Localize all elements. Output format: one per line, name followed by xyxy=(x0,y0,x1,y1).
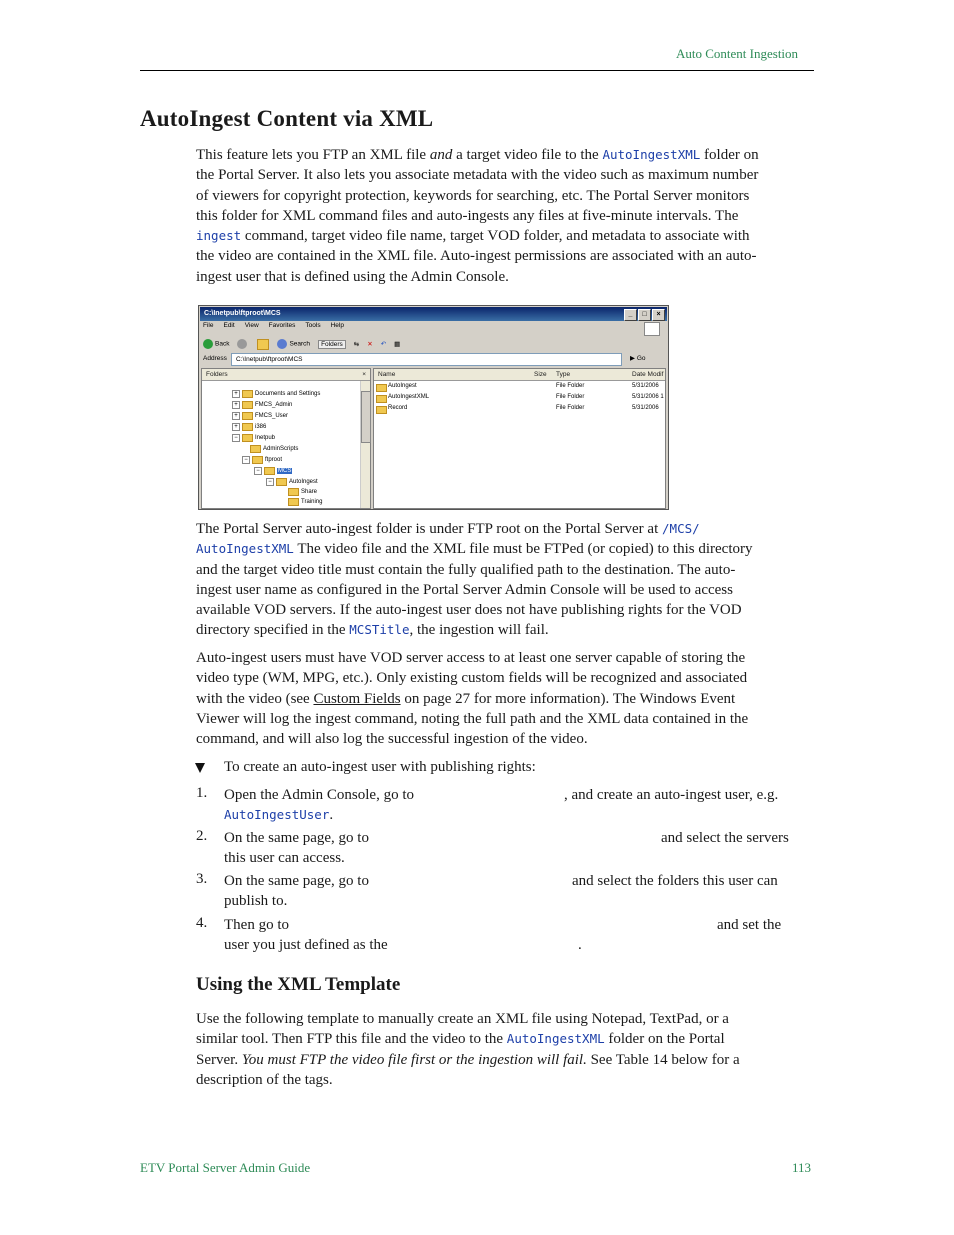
text-line: of viewers for copyright protection, keywords for searching, etc. The Portal Server monitors xyxy=(196,187,750,204)
procedure-title: To create an auto-ingest user with publishing rights: xyxy=(224,759,536,775)
text-line: command, and will also log the successful ingestion of the video. xyxy=(196,731,588,748)
tree-label: Training xyxy=(301,499,323,505)
folders-label: Folders xyxy=(321,340,343,348)
text-line: description of the tags. xyxy=(196,1071,333,1088)
step-number: 2. xyxy=(196,828,208,844)
step-number: 3. xyxy=(196,871,208,887)
footer-title: ETV Portal Server Admin Guide xyxy=(140,1160,311,1175)
file-row[interactable] xyxy=(376,393,665,403)
tree-label: i386 xyxy=(255,424,267,430)
code-folder-name: AutoIngestXML xyxy=(506,1031,605,1047)
italic-warning: You must FTP the video file first or the ingestion will fail. xyxy=(241,1051,587,1068)
step-number: 1. xyxy=(196,785,208,801)
code-path: AutoIngestXML xyxy=(196,541,294,557)
text: The video file and the XML file must be FTPed (or copied) to this directory xyxy=(293,541,753,558)
step-number: 4. xyxy=(196,915,208,931)
tree-item[interactable] xyxy=(232,423,266,431)
back-button[interactable] xyxy=(203,339,229,349)
step-text: On the same page, go to xyxy=(224,873,369,889)
tree-item[interactable] xyxy=(242,456,282,464)
explorer-screenshot xyxy=(198,305,669,510)
step-text: and set the xyxy=(717,917,782,933)
search-label: Search xyxy=(289,340,311,348)
folders-pane xyxy=(201,368,371,509)
step-text: . xyxy=(578,937,582,953)
text-line: Viewer will log the ingest command, noting the full path and the XML data contained in the xyxy=(196,710,749,727)
vod-access-paragraph xyxy=(196,648,816,749)
tree-label: Inetpub xyxy=(255,435,276,441)
tree-label: MCS xyxy=(278,468,292,474)
close-pane-icon[interactable]: × xyxy=(362,371,366,378)
folders-pane-title: Folders xyxy=(206,371,228,378)
header-rule xyxy=(140,70,814,71)
file-row[interactable] xyxy=(376,382,665,392)
ftp-root-paragraph xyxy=(196,519,816,641)
text-line: the Portal Server. It also lets you associate metadata with the video such as maximum number xyxy=(196,167,759,184)
folder-icon xyxy=(242,412,253,420)
file-list-pane xyxy=(373,368,666,509)
search-icon xyxy=(277,339,287,349)
tree-label: FMCS_Admin xyxy=(255,402,293,408)
text: command, target video file name, target VOD folder, and metadata to associate with xyxy=(241,228,750,245)
up-folder-icon[interactable] xyxy=(257,339,269,350)
file-name: AutoIngest xyxy=(388,383,417,389)
folder-icon xyxy=(252,456,263,464)
tree-scrollbar[interactable] xyxy=(360,381,370,508)
text-line: Auto-ingest users must have VOD server access to at least one server capable of storing the xyxy=(196,650,746,666)
tree-label: FMCS_User xyxy=(255,413,289,419)
window-titlebar xyxy=(200,307,667,321)
file-name: Record xyxy=(388,405,408,411)
folder-icon xyxy=(288,488,299,496)
subsection-heading: Using the XML Template xyxy=(196,974,401,995)
text: on page 27 for more information). The Windows Event xyxy=(400,690,736,707)
views-icon[interactable]: ▦ xyxy=(394,341,401,348)
window-title: C:\Inetpub\ftproot\MCS xyxy=(204,310,281,317)
text: a target video file to the xyxy=(452,147,603,163)
move-icon[interactable]: ⇆ xyxy=(353,341,360,348)
file-type: File Folder xyxy=(556,394,585,400)
custom-fields-link[interactable]: Custom Fields xyxy=(313,690,401,707)
address-input[interactable]: C:\Inetpub\ftproot\MCS xyxy=(231,353,622,366)
page-number: 113 xyxy=(792,1160,812,1175)
text: folder on xyxy=(700,147,759,163)
folder-icon xyxy=(242,423,253,431)
code-field: MCSTitle xyxy=(349,622,410,638)
folder-icon xyxy=(264,467,275,475)
folder-icon xyxy=(242,401,253,409)
step-text: and select the folders this user can xyxy=(572,873,778,889)
collapse-icon[interactable]: − xyxy=(232,434,240,442)
tree-item[interactable] xyxy=(288,498,322,506)
text: directory specified in the xyxy=(196,622,350,639)
text-line: this folder for XML command files and auto-ingests any files at five-minute intervals. The xyxy=(196,207,739,224)
address-bar xyxy=(203,353,664,367)
expand-icon[interactable]: + xyxy=(232,401,240,409)
step-text: On the same page, go to xyxy=(224,830,369,846)
folders-button[interactable] xyxy=(318,340,346,349)
collapse-icon[interactable]: − xyxy=(266,478,274,486)
text-line: the video are contained in the XML file. Auto-ingest permissions are associated with an auto- xyxy=(196,248,757,265)
text: folder on the Portal xyxy=(604,1031,725,1048)
text-line: ingest user that is defined using the Admin Console. xyxy=(196,268,509,285)
file-row[interactable] xyxy=(376,404,665,414)
italic-text: and xyxy=(429,147,453,163)
menu-bar xyxy=(203,322,344,334)
step-text: Open the Admin Console, go to xyxy=(224,787,414,803)
step-text: , and create an auto-ingest user, e.g. xyxy=(564,787,779,803)
tree-label: ftproot xyxy=(265,457,283,463)
tree-item[interactable] xyxy=(232,401,292,409)
file-name: AutoIngestXML xyxy=(388,394,430,400)
step-text: publish to. xyxy=(224,893,288,909)
text: , the ingestion will fail. xyxy=(409,622,549,639)
column-size[interactable]: Size xyxy=(534,371,547,378)
undo-icon[interactable]: ↶ xyxy=(380,341,387,348)
expand-icon[interactable]: + xyxy=(232,423,240,431)
tree-item[interactable] xyxy=(232,434,275,442)
menu-favorites[interactable]: Favorites xyxy=(268,322,296,329)
step-text xyxy=(224,805,333,825)
tree-item-selected[interactable] xyxy=(254,467,292,475)
code-path: /MCS/ xyxy=(662,521,700,536)
forward-button[interactable] xyxy=(237,339,249,349)
windows-logo-icon xyxy=(644,322,660,336)
address-label: Address xyxy=(203,355,227,362)
text: This feature lets you FTP an XML file xyxy=(196,147,430,163)
column-date[interactable]: Date Modif xyxy=(632,371,664,378)
folder-icon xyxy=(242,390,253,398)
text: with the video (see xyxy=(196,690,314,707)
menu-help[interactable]: Help xyxy=(330,322,344,329)
file-date: 5/31/2006 xyxy=(632,405,659,411)
tree-item[interactable] xyxy=(266,478,318,486)
text: . xyxy=(329,807,334,823)
scrollbar-thumb[interactable] xyxy=(361,391,371,443)
file-date: 5/31/2006 1 xyxy=(632,394,664,400)
minimize-icon[interactable]: _ xyxy=(624,309,637,321)
text: The Portal Server auto-ingest folder is under FTP root on the Portal Server at xyxy=(196,521,663,537)
step-text: user you just defined as the xyxy=(224,937,388,953)
menu-file[interactable]: File xyxy=(203,322,214,329)
text-line: available VOD servers. If the auto-ingest user does not have publishing rights for the VOD xyxy=(196,602,742,619)
step-text: Then go to xyxy=(224,917,289,933)
text: Server. xyxy=(196,1051,242,1068)
toolbar xyxy=(203,337,400,351)
file-type: File Folder xyxy=(556,405,585,411)
intro-paragraph xyxy=(196,145,816,287)
folder-icon xyxy=(242,434,253,442)
section-heading: AutoIngest Content via XML xyxy=(140,106,434,131)
expand-icon[interactable]: + xyxy=(232,390,240,398)
column-name[interactable]: Name xyxy=(378,371,396,378)
code-folder-name: AutoIngestXML xyxy=(602,147,701,162)
procedure-bullet-icon xyxy=(195,763,205,773)
tree-item[interactable] xyxy=(232,390,320,398)
folder-icon xyxy=(276,478,287,486)
column-type[interactable]: Type xyxy=(556,371,571,378)
close-icon[interactable]: × xyxy=(652,309,665,321)
code-command: ingest xyxy=(196,228,242,244)
forward-arrow-icon xyxy=(237,339,247,349)
folder-icon xyxy=(250,445,261,453)
menu-edit[interactable]: Edit xyxy=(223,322,235,329)
text: See Table 14 below for a xyxy=(586,1051,740,1068)
back-arrow-icon xyxy=(203,339,213,349)
column-headers xyxy=(374,369,665,381)
delete-icon[interactable]: ✕ xyxy=(367,341,373,348)
text-line: video type (WM, MPG, etc.). Only existing custom fields will be recognized and associated xyxy=(196,670,748,687)
step-text: this user can access. xyxy=(224,850,345,866)
go-label: Go xyxy=(636,355,646,362)
template-paragraph xyxy=(196,1009,816,1090)
tree-label: Share xyxy=(301,489,318,495)
menu-view[interactable]: View xyxy=(244,322,259,329)
tree-label: Documents and Settings xyxy=(255,391,321,397)
step-text: and select the servers xyxy=(661,830,789,846)
tree-item[interactable] xyxy=(232,412,288,420)
running-header: Auto Content Ingestion xyxy=(676,46,799,61)
text-line: and the target video title must contain the fully qualified path to the destination. The auto- xyxy=(196,561,736,578)
text: similar tool. Then FTP this file and the video to the xyxy=(196,1031,507,1048)
maximize-icon[interactable]: □ xyxy=(638,309,651,321)
text-line: ingest user name as configured in the Portal Server Admin Console will be used to access xyxy=(196,581,733,598)
back-label: Back xyxy=(215,340,230,348)
code-username: AutoIngestUser xyxy=(224,807,330,822)
folder-icon xyxy=(288,498,299,506)
search-button[interactable] xyxy=(277,339,310,349)
collapse-icon[interactable]: − xyxy=(254,467,262,475)
expand-icon[interactable]: + xyxy=(232,412,240,420)
tree-label: AdminScripts xyxy=(263,446,299,452)
go-button[interactable]: ▶ Go xyxy=(630,355,646,362)
folders-pane-header xyxy=(202,369,370,381)
file-date: 5/31/2006 xyxy=(632,383,659,389)
file-type: File Folder xyxy=(556,383,585,389)
menu-tools[interactable]: Tools xyxy=(305,322,321,329)
tree-label: AutoIngest xyxy=(289,479,318,485)
tree-item[interactable] xyxy=(250,445,298,453)
tree-item[interactable] xyxy=(288,488,317,496)
text-line: Use the following template to manually create an XML file using Notepad, TextPad, or a xyxy=(196,1011,729,1027)
collapse-icon[interactable]: − xyxy=(242,456,250,464)
